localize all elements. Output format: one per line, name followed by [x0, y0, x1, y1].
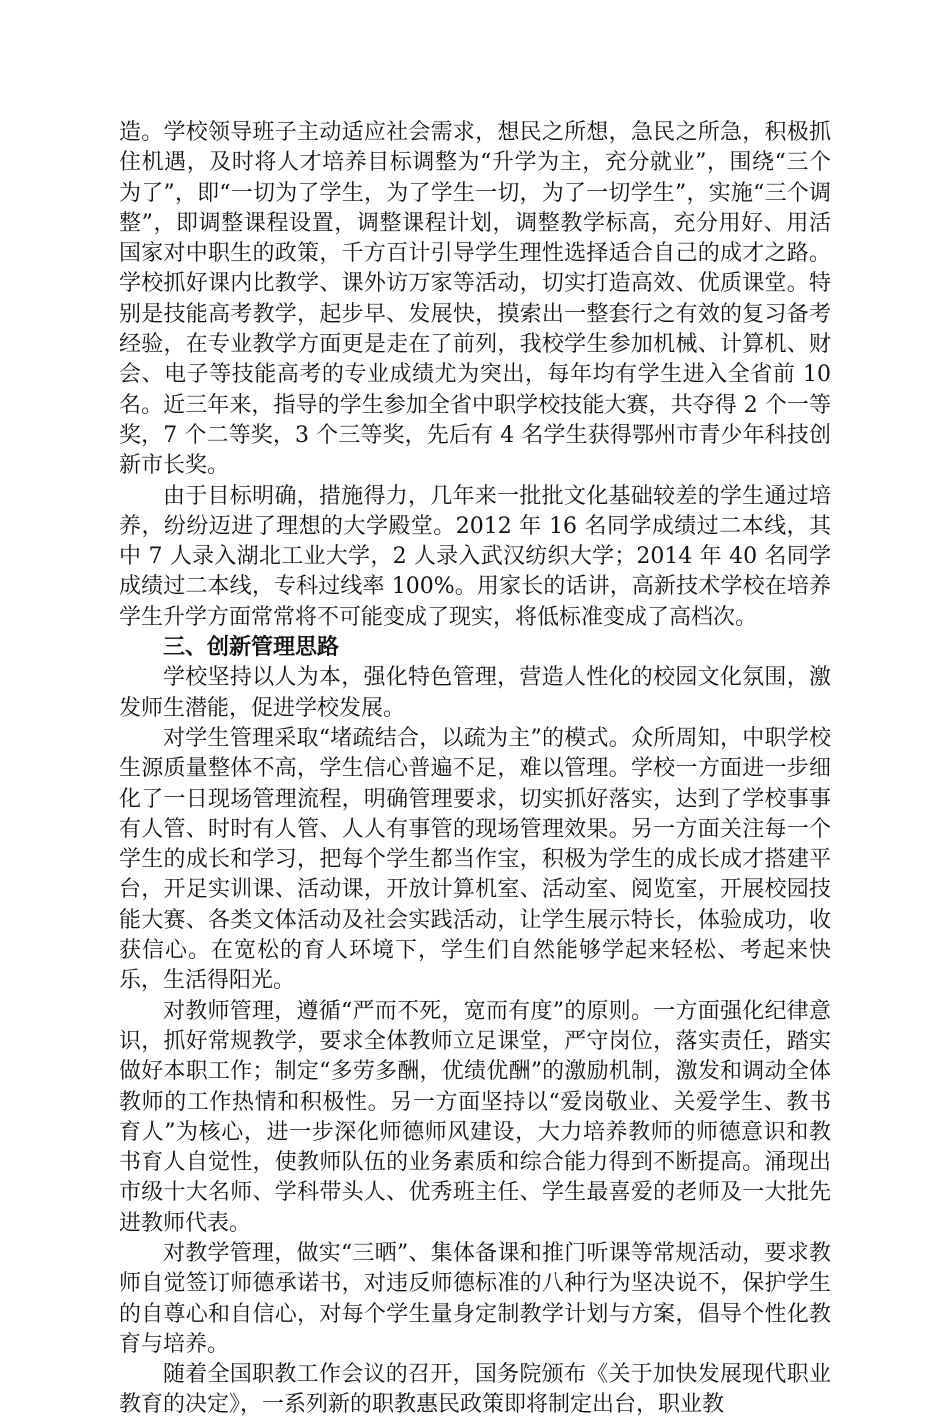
paragraph-student-management: 对学生管理采取“堵疏结合，以疏为主”的模式。众所周知，中职学校生源质量整体不高，学生信心普遍不足，难以管理。学校一方面进一步细化了一日现场管理流程，明确管理要求，切实抓好落实，达到了学校事事有人管、时时有人管、人人有事管的现场管理效果。另一方面关注每一个学生的成长和学习，把每个学生都当作宝，积极为学生的成长成才搭建平台，开足实训课、活动课，开放计算机室、活动室、阅览室，开展校园技能大赛、各类文体活动及社会实践活动，让学生展示特长，体验成功，收获信心。在宽松的育人环境下，学生们自然能够学起来轻松、考起来快乐，生活得阳光。: [119, 725, 831, 994]
paragraph-admission-results: 由于目标明确，措施得力，几年来一批批文化基础较差的学生通过培养，纷纷迈进了理想的大学殿堂。2012 年 16 名同学成绩过二本线，其中 7 人录入湖北工业大学，2 人录入武汉纺织大学；2014 年 40 名同学成绩过二本线，专科过线率 100%。用家长的话讲，高新技术学校在培养学生升学方面常常将不可能变成了现实，将低标准变成了高档次。: [119, 483, 831, 630]
paragraph-teaching-management: 对教学管理，做实“三晒”、集体备课和推门听课等常规活动，要求教师自觉签订师德承诺书，对违反师德标准的八种行为坚决说不，保护学生的自尊心和自信心，对每个学生量身定制教学计划与方案，倡导个性化教育与培养。: [119, 1240, 831, 1357]
section-heading: 三、创新管理思路: [163, 635, 340, 661]
paragraph-policy-outlook: 随着全国职教工作会议的召开，国务院颁布《关于加快发展现代职业教育的决定》，一系列新的职教惠民政策即将制定出台，职业教: [119, 1362, 831, 1418]
paragraph-management-intro: 学校坚持以人为本，强化特色管理，营造人性化的校园文化氛围，激发师生潜能，促进学校发展。: [119, 665, 831, 721]
paragraph-continuation: 造。学校领导班子主动适应社会需求，想民之所想，急民之所急，积极抓住机遇，及时将人才培养目标调整为“升学为主，充分就业”，围绕“三个为了”，即“一切为了学生，为了学生一切，为了一切学生”，实施“三个调整”，即调整课程设置，调整课程计划，调整教学标高，充分用好、用活国家对中职生的政策，千方百计引导学生理性选择适合自己的成才之路。学校抓好课内比教学、课外访万家等活动，切实打造高效、优质课堂。特别是技能高考教学，起步早、发展快，摸索出一整套行之有效的复习备考经验，在专业教学方面更是走在了前列，我校学生参加机械、计算机、财会、电子等技能高考的专业成绩尤为突出，每年均有学生进入全省前 10 名。近三年来，指导的学生参加全省中职学校技能大赛，共夺得 2 个一等奖，7 个二等奖，3 个三等奖，先后有 4 名学生获得鄂州市青少年科技创新市长奖。: [119, 120, 831, 479]
document-body: [119, 118, 831, 1421]
paragraph-teacher-management: 对教师管理，遵循“严而不死，宽而有度”的原则。一方面强化纪律意识，抓好常规教学，要求全体教师立足课堂，严守岗位，落实责任，踏实做好本职工作；制定“多劳多酬，优绩优酬”的激励机制，激发和调动全体教师的工作热情和积极性。另一方面坚持以“爱岗敬业、关爱学生、教书育人”为核心，进一步深化师德师风建设，大力培养教师的师德意识和教书育人自觉性，使教师队伍的业务素质和综合能力得到不断提高。涌现出市级十大名师、学科带头人、优秀班主任、学生最喜爱的老师及一大批先进教师代表。: [119, 998, 831, 1236]
